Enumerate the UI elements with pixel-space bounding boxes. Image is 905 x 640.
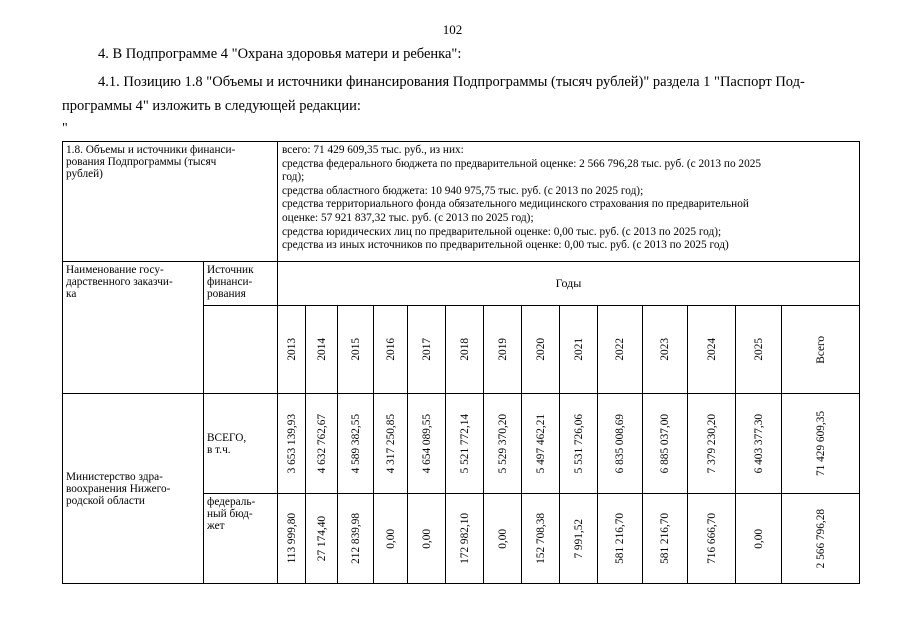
source-header-blank: [204, 306, 278, 394]
year-cell: [598, 306, 643, 394]
source-header-line: рования: [207, 288, 246, 300]
year-cell: [522, 306, 560, 394]
summary-line: оценке: 57 921 837,32 тыс. руб. (с 2013 по 2025 год);: [282, 211, 534, 224]
value-cell: [522, 394, 560, 494]
total-value-cell: [782, 494, 860, 584]
summary-line: средства территориального фонда обязательного медицинского страхования по предварительной: [282, 198, 749, 211]
year-cell: [560, 306, 598, 394]
value-cell: [484, 494, 522, 584]
value-cell: [408, 394, 446, 494]
source-line: федераль-: [207, 496, 256, 508]
year-label: 2024: [705, 338, 718, 361]
value: 113 999,80: [285, 513, 298, 564]
value-cell: [278, 494, 306, 584]
year-label: 2021: [572, 338, 585, 361]
value-cell: [484, 394, 522, 494]
source-line: ВСЕГО,: [207, 431, 247, 444]
value: 0,00: [752, 528, 765, 549]
source-cell: [204, 494, 278, 584]
year-label: 2019: [496, 338, 509, 361]
row-title-line: рублей): [66, 168, 103, 180]
value: 0,00: [420, 528, 433, 549]
customer-header-line: ка: [66, 288, 77, 300]
opening-quote: ": [62, 121, 68, 136]
row-title-cell: [63, 142, 278, 262]
value: 5 531 726,06: [572, 413, 585, 474]
year-cell: [374, 306, 408, 394]
year-label: 2015: [349, 338, 362, 361]
source-header-cell: [204, 262, 278, 306]
year-cell: [446, 306, 484, 394]
value: 152 708,38: [534, 513, 547, 564]
paragraph-item-4-1-line2: программы 4" изложить в следующей редакции:: [62, 98, 361, 114]
year-cell: [736, 306, 782, 394]
customer-line: воохранения Нижего-: [66, 482, 171, 495]
year-label: 2014: [315, 338, 328, 361]
summary-cell: [278, 142, 860, 262]
source-header-line: финанси-: [207, 276, 253, 288]
funding-summary: [278, 142, 859, 255]
value-cell: [338, 494, 374, 584]
total-column-header: [782, 306, 860, 394]
value: 4 317 250,85: [384, 413, 397, 474]
summary-line: средства федерального бюджета по предварительной оценке: 2 566 796,28 тыс. руб. (с 2013 по 2025: [282, 157, 762, 170]
year-cell: [408, 306, 446, 394]
source-line: в т.ч.: [207, 443, 231, 456]
value-cell: [598, 494, 643, 584]
row-title-line: 1.8. Объемы и источники финанси-: [66, 144, 236, 156]
paragraph-item-4-1-line1: 4.1. Позицию 1.8 "Объемы и источники финансирования Подпрограммы (тысяч рублей)" раздела 1 "Паспорт Под-: [98, 74, 805, 90]
customer-name: [63, 469, 203, 509]
value: 5 521 772,14: [458, 413, 471, 474]
value: 5 497 462,21: [534, 413, 547, 474]
customer-header-line: дарственного заказчи-: [66, 276, 173, 288]
value: 5 529 370,20: [496, 413, 509, 474]
source-label: [204, 494, 277, 534]
value: 4 632 762,67: [315, 413, 328, 474]
header-row: [63, 262, 860, 306]
year-cell: [688, 306, 736, 394]
value: 0,00: [384, 528, 397, 549]
value-cell: [306, 394, 338, 494]
year-cell: [278, 306, 306, 394]
value-cell: [736, 494, 782, 584]
source-header-line: Источник: [207, 264, 254, 276]
summary-line: год);: [282, 171, 305, 184]
value: 4 654 089,55: [420, 413, 433, 474]
value: 6 835 008,69: [614, 413, 626, 474]
value-cell: [446, 394, 484, 494]
year-cell: [338, 306, 374, 394]
value-cell: [688, 494, 736, 584]
value-cell: [560, 394, 598, 494]
value-cell: [374, 394, 408, 494]
source-line: жет: [207, 520, 225, 532]
customer-line: Министерство здра-: [66, 470, 163, 483]
value-cell: [643, 494, 688, 584]
value: 0,00: [496, 528, 509, 549]
value-cell: [338, 394, 374, 494]
customer-header-line: Наименование госу-: [66, 264, 164, 276]
value: 2 566 796,28: [814, 508, 827, 569]
value-cell: [598, 394, 643, 494]
value: 7 991,52: [572, 518, 585, 559]
customer-cell: [63, 394, 204, 584]
row-title: [63, 142, 277, 182]
row-title-line: рования Подпрограммы (тысяч: [66, 156, 217, 168]
year-label: Всего: [814, 335, 827, 364]
year-label: 2016: [384, 338, 397, 361]
page-number: 102: [442, 22, 463, 37]
value: 71 429 609,35: [814, 411, 827, 476]
year-label: 2017: [420, 338, 433, 361]
year-cell: [306, 306, 338, 394]
summary-line: средства юридических лиц по предварительной оценке: 0,00 тыс. руб. (с 2013 по 2025 год);: [282, 225, 722, 238]
year-label: 2023: [659, 338, 671, 361]
source-line: ный бюд-: [207, 508, 253, 520]
summary-line: средства из иных источников по предварительной оценке: 0,00 тыс. руб. (с 2013 по 2025 год): [282, 239, 729, 252]
value: 6 885 037,00: [659, 413, 671, 474]
year-label: 2022: [614, 338, 626, 361]
years-header: Годы: [278, 262, 860, 306]
value: 716 666,70: [705, 513, 718, 564]
value-cell: [446, 494, 484, 584]
passport-table: [62, 141, 860, 584]
value-cell: [522, 494, 560, 584]
value: 27 174,40: [315, 515, 328, 562]
summary-line: всего: 71 429 609,35 тыс. руб., из них:: [282, 144, 464, 156]
value-cell: [278, 394, 306, 494]
value: 7 379 230,20: [705, 413, 718, 474]
value: 581 216,70: [659, 513, 671, 564]
year-cell: [484, 306, 522, 394]
value-cell: [374, 494, 408, 584]
value: 4 589 382,55: [349, 413, 362, 474]
value-cell: [560, 494, 598, 584]
customer-header-cell: [63, 262, 204, 394]
year-cell: [643, 306, 688, 394]
value: 172 982,10: [458, 513, 471, 564]
paragraph-subprogram-4: 4. В Подпрограмме 4 "Охрана здоровья матери и ребенка":: [98, 46, 462, 62]
source-cell: [204, 394, 278, 494]
year-label: 2020: [534, 338, 547, 361]
value-cell: [408, 494, 446, 584]
value: 212 839,98: [349, 513, 362, 564]
value-cell: [736, 394, 782, 494]
year-label: 2013: [285, 338, 298, 361]
value-cell: [688, 394, 736, 494]
value: 581 216,70: [614, 513, 626, 564]
total-value-cell: [782, 394, 860, 494]
table-row: [63, 394, 860, 494]
source-label: [204, 430, 277, 458]
summary-row: [63, 142, 860, 262]
value-cell: [643, 394, 688, 494]
customer-header: [63, 262, 203, 302]
value: 3 653 139,93: [285, 413, 298, 474]
value-cell: [306, 494, 338, 584]
source-header: [204, 262, 277, 302]
value: 6 403 377,30: [752, 413, 765, 474]
year-label: 2025: [752, 338, 765, 361]
customer-line: родской области: [66, 494, 145, 507]
year-label: 2018: [458, 338, 471, 361]
summary-line: средства областного бюджета: 10 940 975,75 тыс. руб. (с 2013 по 2025 год);: [282, 184, 644, 197]
